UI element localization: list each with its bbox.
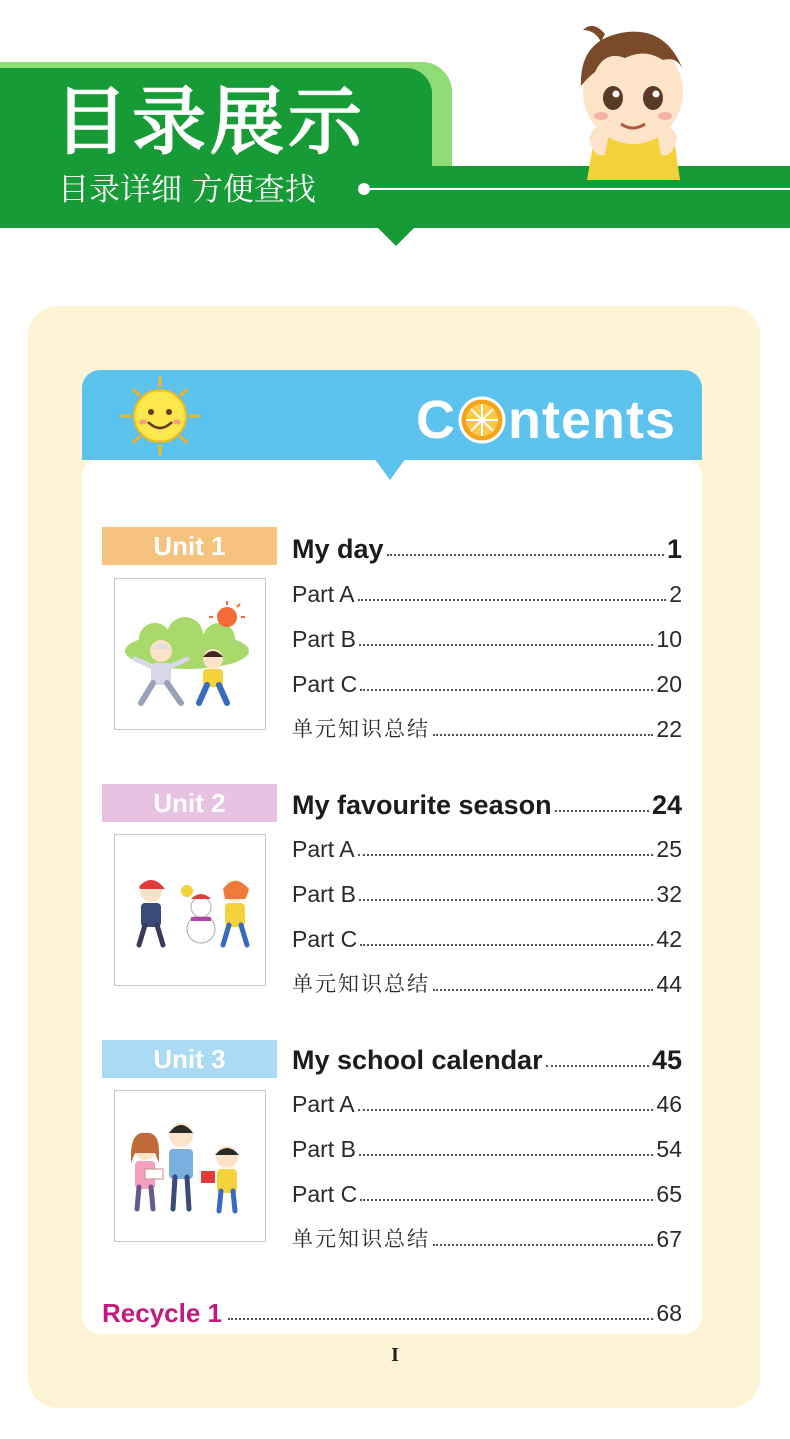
toc-entry-title: My day [292,534,384,564]
toc-entry-unit-3-part-b[interactable] [292,1130,682,1164]
dot-leader [359,644,653,646]
toc-entry-page: 20 [656,671,682,697]
toc-entry-title: Part A [292,836,355,862]
toc-entry-page: 42 [656,926,682,952]
toc-entry-unit-2-part-a[interactable] [292,830,682,864]
dot-leader [387,554,664,556]
toc-entry-title: Part B [292,1136,356,1162]
toc-entry-unit-3-part-a[interactable] [292,1085,682,1119]
dot-leader [358,599,667,601]
toc-entry-page: 1 [666,534,682,564]
toc-entry-unit-1-summary[interactable] [292,710,682,744]
orange-slice-icon [458,396,506,444]
unit-1-badge[interactable]: Unit 1 [102,527,277,565]
dot-leader [546,1065,649,1067]
toc-entry-page: 68 [656,1300,682,1326]
dot-leader [358,1109,654,1111]
toc-entry-unit-3[interactable] [292,1041,682,1075]
sun-icon [112,376,208,456]
toc-entry-title: My school calendar [292,1045,543,1075]
dot-leader [359,899,653,901]
toc-entry-title: Part C [292,671,358,697]
toc-entry-title: Recycle 1 [102,1298,222,1328]
toc-entry-unit-1-part-a[interactable] [292,575,682,609]
toc-entry-recycle-1[interactable] [102,1294,682,1328]
contents-heading-initial: C [416,390,456,450]
toc-entry-title: Part B [292,881,356,907]
toc-entry-page: 22 [656,716,682,742]
unit-2-picture [115,835,265,985]
toc-entry-unit-2-summary[interactable] [292,965,682,999]
toc-entry-unit-3-part-c[interactable] [292,1175,682,1209]
toc-entry-title: 单元知识总结 [292,972,430,996]
dot-leader [228,1318,653,1320]
boy-mascot-illustration [565,20,700,180]
toc-entry-page: 2 [669,581,682,607]
dot-leader [555,810,649,812]
page-subtitle: 目录详细 方便查找 [58,172,316,208]
dot-leader [360,944,653,946]
toc-entry-page: 65 [656,1181,682,1207]
unit-1-picture [115,579,265,729]
toc-entry-unit-1[interactable] [292,530,682,564]
toc-entry-title: 单元知识总结 [292,717,430,741]
unit-2-illustration [114,834,266,986]
dot-leader [360,1199,653,1201]
toc-entry-page: 44 [656,971,682,997]
unit-3-illustration [114,1090,266,1242]
unit-1-illustration [114,578,266,730]
contents-heading-rest: ntents [508,390,676,450]
banner-notch [376,226,416,246]
toc-entry-page: 32 [656,881,682,907]
page-title: 目录展示 [54,79,366,165]
dot-leader [433,989,653,991]
toc-entry-unit-3-summary[interactable] [292,1220,682,1254]
unit-2-badge[interactable]: Unit 2 [102,784,277,822]
contents-banner-notch [374,458,406,480]
bullet-dot [358,183,370,195]
dot-leader [359,1154,653,1156]
toc-entry-title: Part C [292,1181,358,1207]
toc-entry-title: Part C [292,926,358,952]
toc-entry-unit-2-part-c[interactable] [292,920,682,954]
toc-entry-title: Part B [292,626,356,652]
toc-entry-unit-1-part-c[interactable] [292,665,682,699]
dot-leader [433,1244,653,1246]
page-number: I [391,1344,399,1366]
toc-entry-unit-1-part-b[interactable] [292,620,682,654]
toc-entry-page: 54 [656,1136,682,1162]
toc-entry-page: 10 [656,626,682,652]
toc-entry-page: 45 [651,1045,682,1075]
toc-entry-page: 67 [656,1226,682,1252]
toc-entry-page: 46 [656,1091,682,1117]
contents-heading [416,388,676,452]
toc-entry-unit-2[interactable] [292,786,682,820]
toc-entry-unit-2-part-b[interactable] [292,875,682,909]
dot-leader [358,854,654,856]
toc-entry-page: 25 [656,836,682,862]
dot-leader [433,734,653,736]
unit-3-badge[interactable]: Unit 3 [102,1040,277,1078]
toc-entry-title: My favourite season [292,790,552,820]
dot-leader [360,689,653,691]
toc-entry-title: Part A [292,581,355,607]
toc-entry-title: Part A [292,1091,355,1117]
unit-3-picture [115,1091,265,1241]
toc-entry-title: 单元知识总结 [292,1227,430,1251]
toc-entry-page: 24 [651,790,682,820]
subtitle-rule [370,188,790,190]
